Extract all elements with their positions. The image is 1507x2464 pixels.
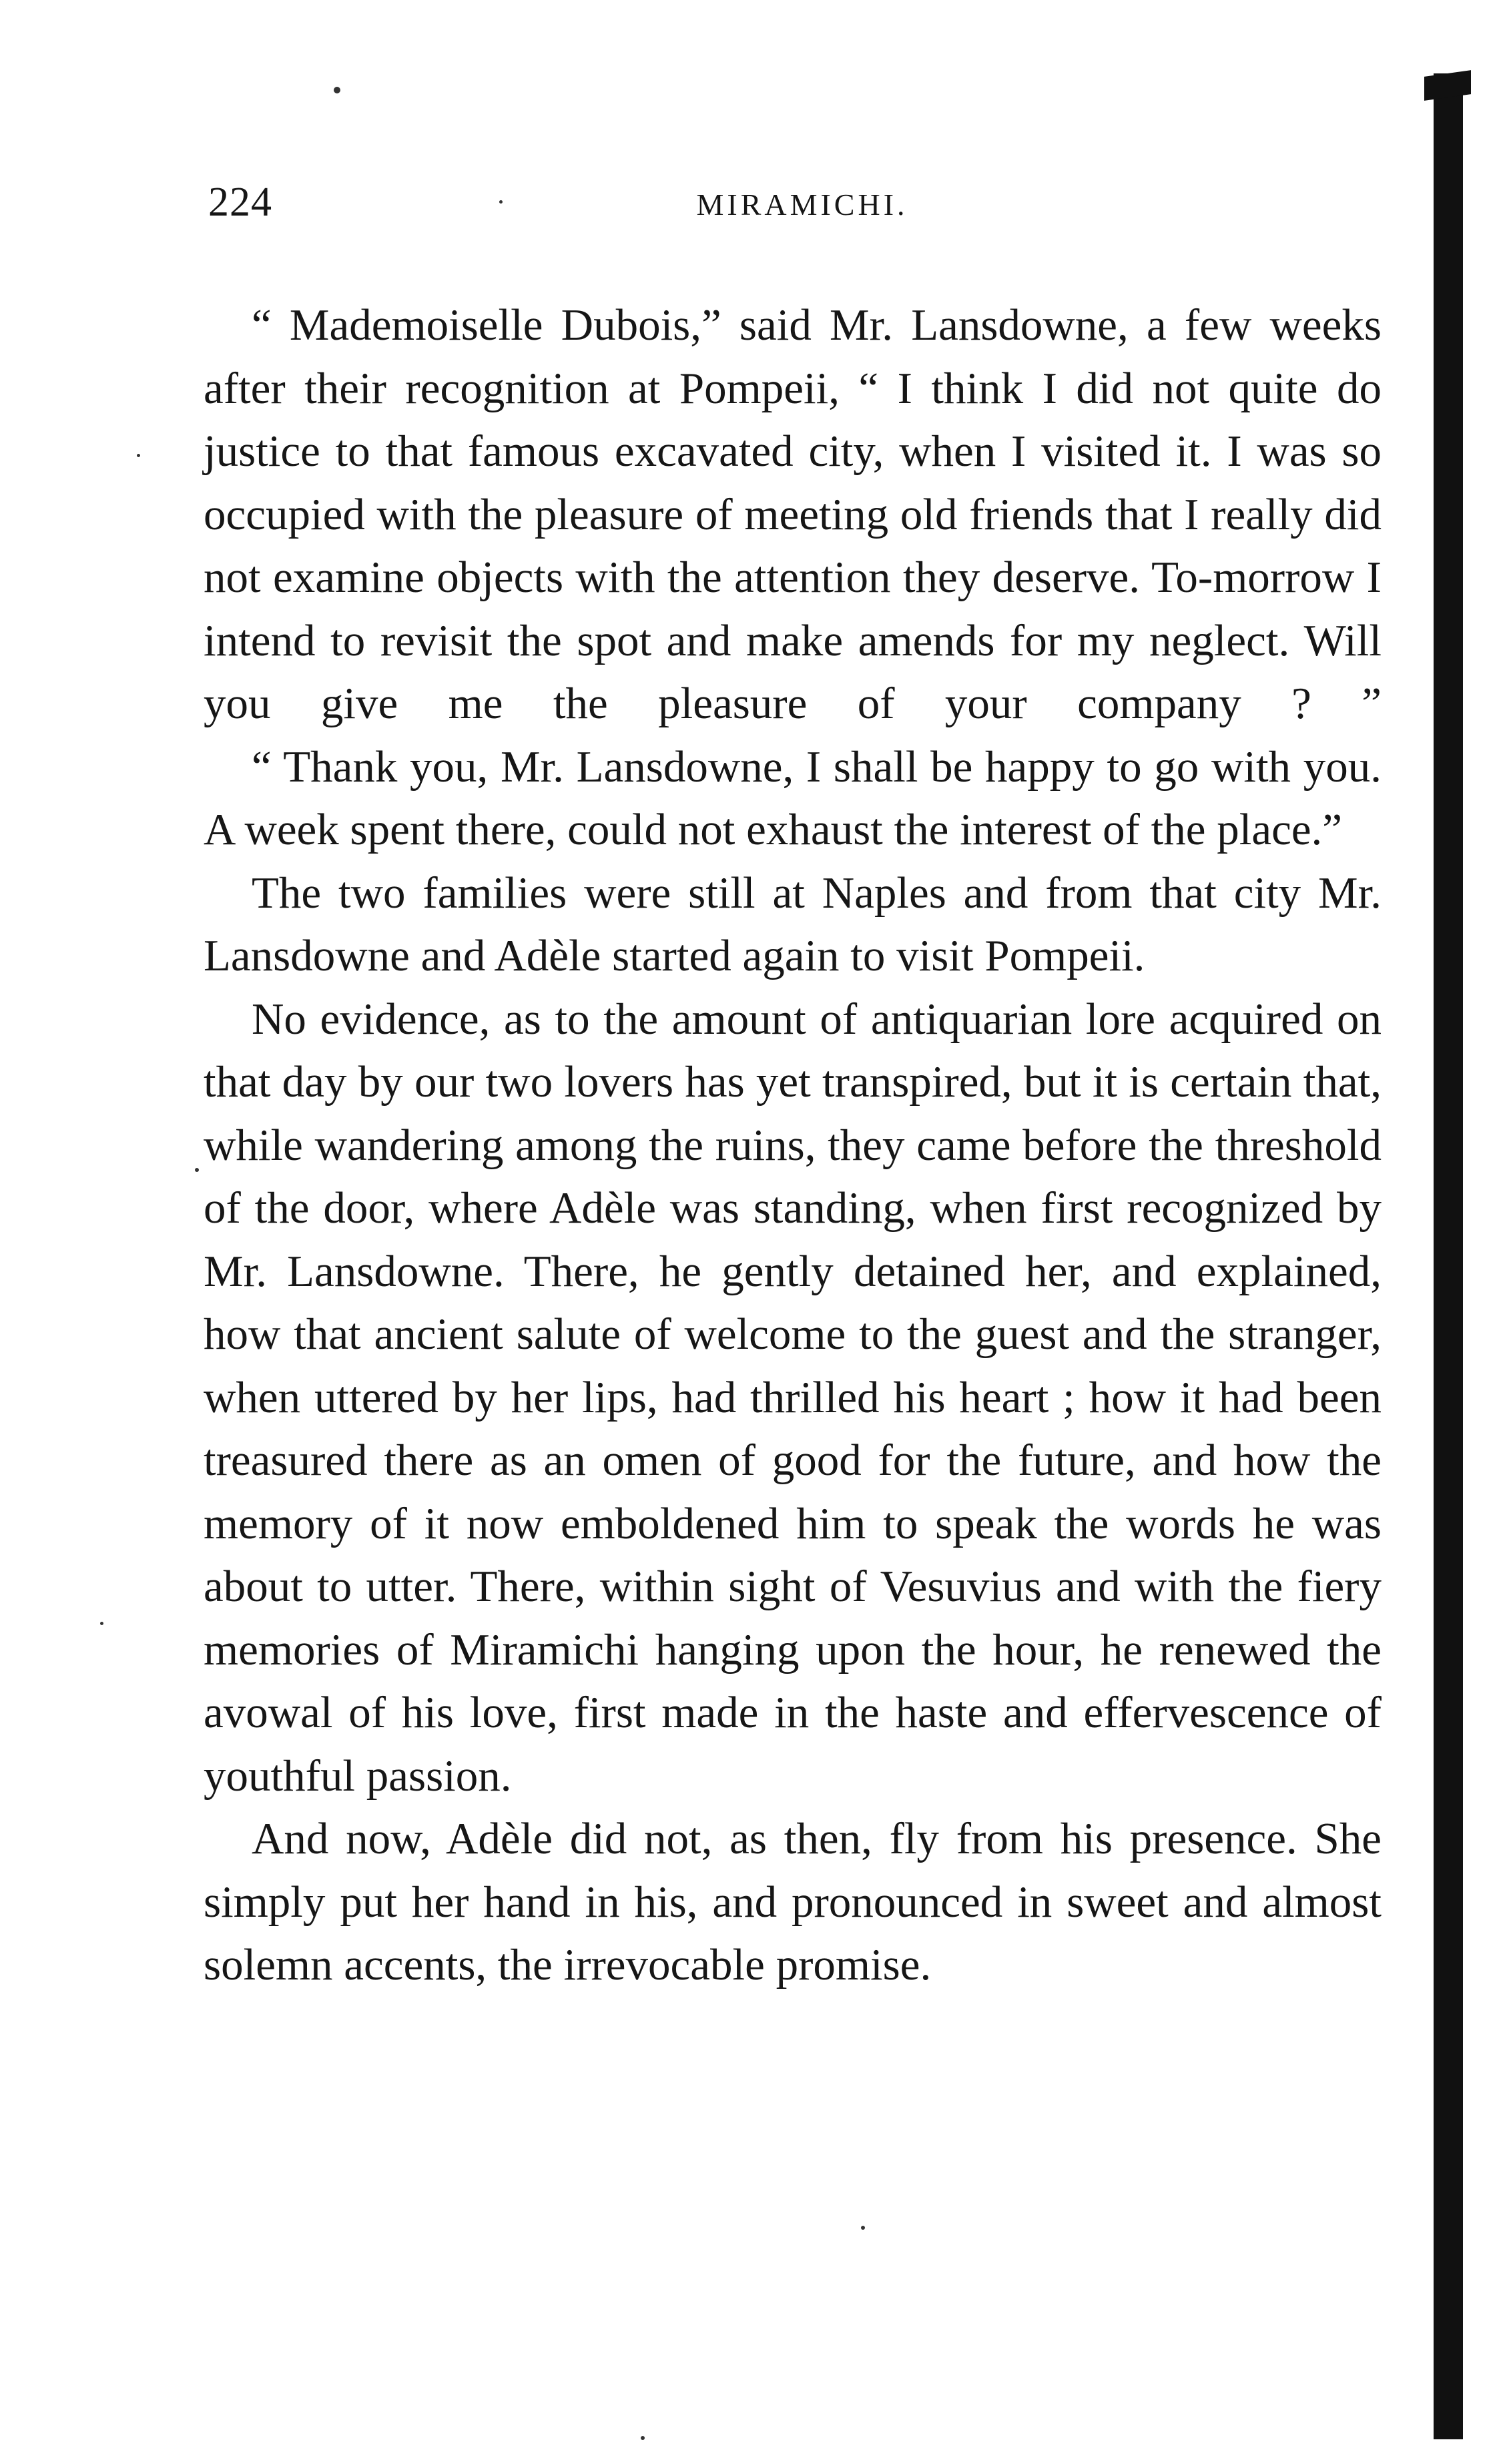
scan-speck — [334, 87, 340, 93]
paragraph-3: The two families were still at Naples and from that city Mr. Lansdowne and Adèle started again to visit Pompeii. — [204, 868, 1382, 980]
page-header — [208, 179, 1376, 239]
running-title: MIRAMICHI. — [696, 188, 908, 222]
body-text — [204, 294, 1382, 1997]
page-number: 224 — [208, 180, 272, 225]
paragraph-2: “ Thank you, Mr. Lansdowne, I shall be happy to go with you. A week spent there, could not exhaust the interest of the place.” — [204, 741, 1382, 854]
scan-speck — [137, 454, 140, 457]
scan-speck — [195, 1168, 199, 1172]
scan-speck — [861, 2226, 865, 2230]
scan-speck — [100, 1622, 103, 1625]
paragraph-1: “ Mademoiselle Dubois,” said Mr. Lansdowne, a few weeks after their recognition at Pompeii, “ I think I did not quite do justice to that famous excavated city, when I visited it. I was so occupied with the pleasure of meeting old friends that I really did not examine objects with the attention they deserve. To-morrow I intend to revisit the spot and make amends for my neglect. Will you give me the pleasure of your company ? ” — [204, 300, 1382, 728]
page-edge-shadow — [1434, 73, 1463, 2439]
scan-speck — [499, 200, 503, 204]
paragraph-4: No evidence, as to the amount of antiquarian lore acquired on that day by our two lovers has yet transpired, but it is certain that, while wandering among the ruins, they came before the threshold of the door, where Adèle was standing, when first recognized by Mr. Lansdowne. There, he gently detained her, and explained, how that ancient salute of welcome to the guest and the stranger, when uttered by her lips, had thrilled his heart ; how it had been treasured there as an omen of good for the future, and how the memory of it now emboldened him to speak the words he was about to utter. There, within sight of Vesuvius and with the fiery memories of Miramichi hanging upon the hour, he renewed the avowal of his love, first made in the haste and effervescence of youthful passion. — [204, 994, 1382, 1801]
paragraph-5: And now, Adèle did not, as then, fly from his presence. She simply put her hand in his, and pronounced in sweet and almost solemn accents, the irrevocable promise. — [204, 1814, 1382, 1989]
scan-speck — [641, 2436, 645, 2440]
